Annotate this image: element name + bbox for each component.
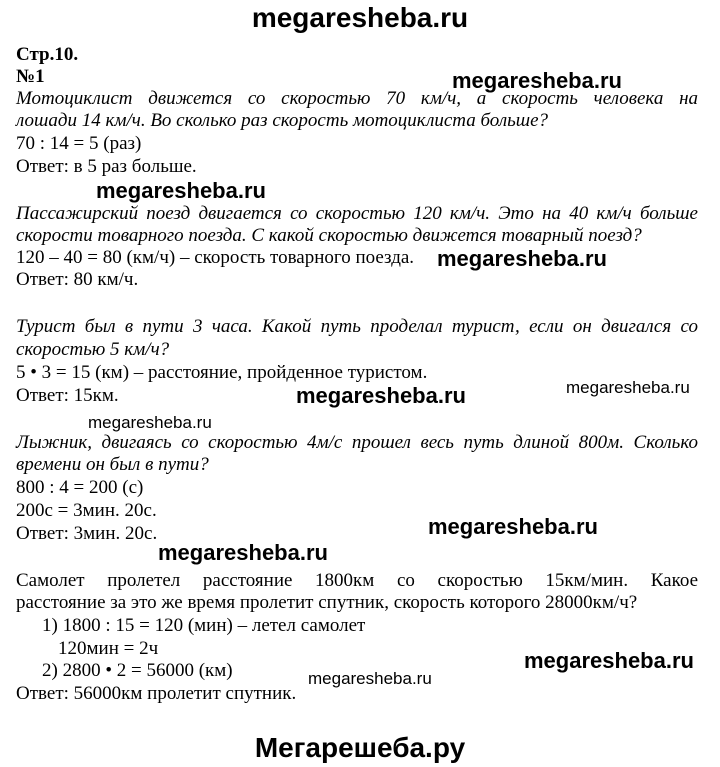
problem-4-question-line-1: Лыжник, двигаясь со скоростью 4м/с прошел весь путь длиной 800м. Сколько — [16, 432, 698, 453]
problem-3-answer: Ответ: 15км. — [16, 385, 119, 406]
problem-1-question-line-2: лошади 14 км/ч. Во сколько раз скорость мотоциклиста больше? — [16, 110, 549, 131]
watermark: megaresheba.ru — [96, 178, 266, 203]
watermark: megaresheba.ru — [524, 648, 694, 673]
problem-1-solution-line: 70 : 14 = 5 (раз) — [16, 133, 142, 154]
watermark: megaresheba.ru — [308, 669, 432, 688]
problem-2-solution-line: 120 – 40 = 80 (км/ч) – скорость товарного поезда. — [16, 247, 415, 268]
problem-5-question-line-2: расстояние за это же время пролетит спутник, скорость которого 28000км/ч? — [16, 592, 638, 613]
problem-4-solution-line-1: 800 : 4 = 200 (с) — [16, 477, 144, 498]
problem-4-solution-line-2: 200с = 3мин. 20с. — [16, 500, 157, 521]
task-number: №1 — [16, 66, 45, 87]
watermark: megaresheba.ru — [296, 383, 466, 408]
problem-1-question-line-1: Мотоциклист движется со скоростью 70 км/ч, а скорость человека на — [16, 88, 698, 109]
watermark: megaresheba.ru — [158, 540, 328, 565]
problem-2-question-line-1: Пассажирский поезд двигается со скоростью 120 км/ч. Это на 40 км/ч больше — [16, 203, 698, 224]
problem-2-question-line-2: скорости товарного поезда. С какой скоростью движется товарный поезд? — [16, 225, 642, 246]
problem-3-solution-line: 5 • 3 = 15 (км) – расстояние, пройденное туристом. — [16, 362, 428, 383]
watermark: megaresheba.ru — [566, 378, 690, 397]
watermark-footer[interactable]: Мегарешеба.ру — [254, 732, 466, 763]
problem-1-answer: Ответ: в 5 раз больше. — [16, 156, 197, 177]
watermark: megaresheba.ru — [88, 413, 212, 432]
page-reference: Стр.10. — [16, 44, 79, 65]
watermark: megaresheba.ru — [428, 514, 598, 539]
problem-4-question-line-2: времени он был в пути? — [16, 454, 209, 475]
problem-2-answer: Ответ: 80 км/ч. — [16, 269, 139, 290]
problem-5-answer: Ответ: 56000км пролетит спутник. — [16, 683, 297, 704]
problem-5-solution-line-1: 1) 1800 : 15 = 120 (мин) – летел самолет — [42, 615, 366, 636]
problem-5-solution-line-2: 120мин = 2ч — [58, 638, 159, 659]
problem-3-question-line-2: скоростью 5 км/ч? — [16, 339, 170, 360]
problem-4-answer: Ответ: 3мин. 20с. — [16, 523, 158, 544]
problem-3-question-line-1: Турист был в пути 3 часа. Какой путь проделал турист, если он двигался со — [16, 316, 698, 337]
problem-5-solution-line-3: 2) 2800 • 2 = 56000 (км) — [42, 660, 233, 681]
watermark: megaresheba.ru — [437, 246, 607, 271]
problem-5-question-line-1: Самолет пролетел расстояние 1800км со скоростью 15км/мин. Какое — [16, 570, 698, 591]
watermark-header[interactable]: megaresheba.ru — [251, 2, 469, 33]
watermark: megaresheba.ru — [452, 68, 622, 93]
